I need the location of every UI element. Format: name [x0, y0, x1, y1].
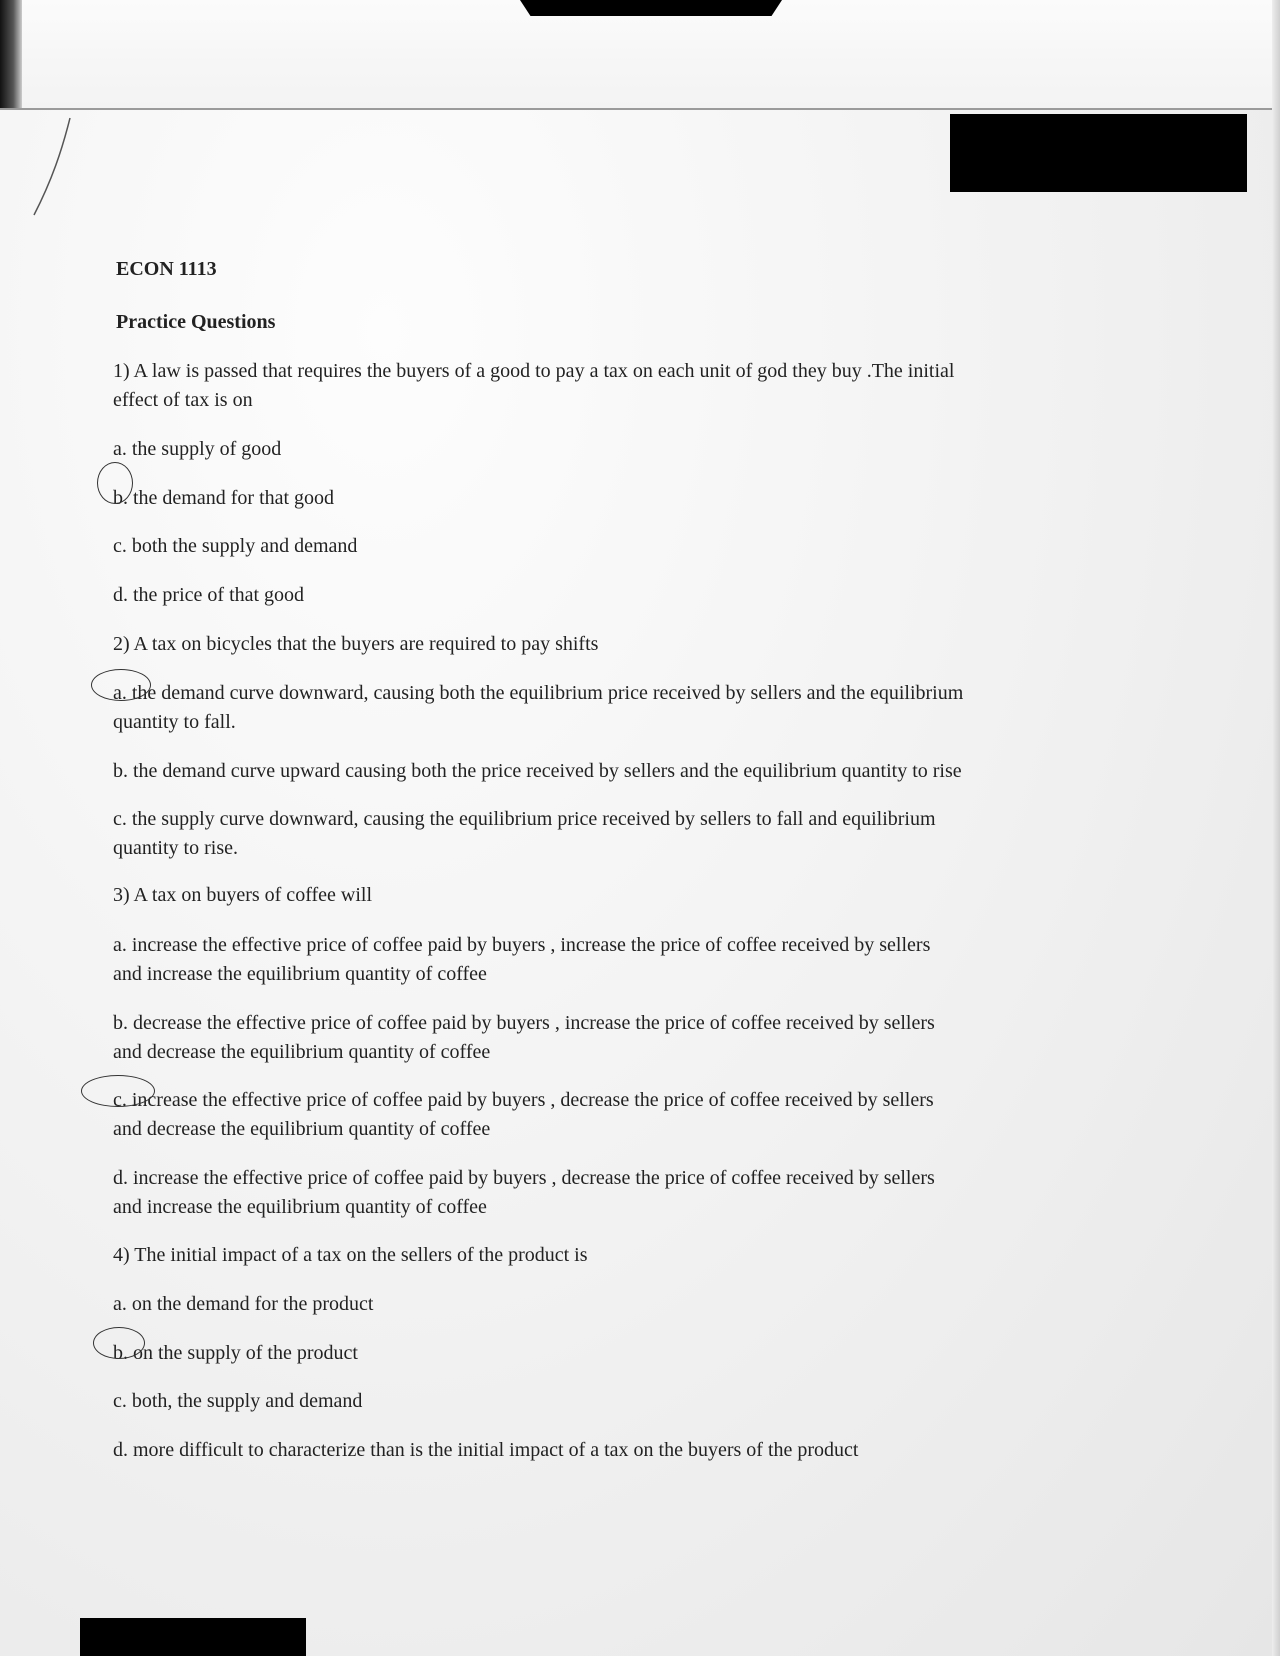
option-line: a. the demand curve downward, causing both the equilibrium price received by sellers and the equilibrium — [113, 682, 964, 704]
option-line: b. on the supply of the product — [113, 1342, 358, 1364]
option-line: and decrease the equilibrium quantity of coffee — [113, 1118, 491, 1140]
option-line: b. the demand curve upward causing both the price received by sellers and the equilibrium quantity to rise — [113, 760, 962, 782]
question-stem — [113, 357, 1173, 415]
question-stem — [113, 630, 1173, 659]
question-stem — [113, 881, 1173, 910]
answer-option-selected — [113, 484, 1173, 513]
pen-circle-mark — [97, 462, 133, 504]
option-line: b. decrease the effective price of coffee paid by buyers , increase the price of coffee received by sellers — [113, 1012, 935, 1034]
question-line: effect of tax is on — [113, 389, 253, 411]
answer-option — [113, 1009, 1173, 1067]
option-line: d. the price of that good — [113, 584, 305, 606]
option-line: a. increase the effective price of coffee paid by buyers , increase the price of coffee received by sellers — [113, 934, 931, 956]
answer-option — [113, 805, 1173, 863]
answer-option — [113, 1164, 1173, 1222]
option-line: d. more difficult to characterize than is the initial impact of a tax on the buyers of the product — [113, 1439, 859, 1461]
option-line: a. the supply of good — [113, 438, 282, 460]
answer-option-selected — [113, 679, 1173, 737]
redaction-box-top — [950, 114, 1247, 192]
answer-option — [113, 757, 1173, 786]
question-line: 2) A tax on bicycles that the buyers are required to pay shifts — [113, 633, 599, 655]
pen-stroke-mark — [22, 110, 82, 220]
option-line: c. both the supply and demand — [113, 535, 358, 557]
question-line: 1) A law is passed that requires the buyers of a good to pay a tax on each unit of god they buy .The initial — [113, 360, 955, 382]
answer-option — [113, 931, 1173, 989]
option-line: b. the demand for that good — [113, 487, 335, 509]
scan-left-edge — [0, 0, 22, 108]
option-line: d. increase the effective price of coffee paid by buyers , decrease the price of coffee received by sellers — [113, 1167, 935, 1189]
option-line: quantity to fall. — [113, 711, 236, 733]
option-line: and decrease the equilibrium quantity of coffee — [113, 1041, 491, 1063]
option-line: c. both, the supply and demand — [113, 1390, 363, 1412]
answer-option — [113, 1436, 1173, 1465]
document-title: Practice Questions — [116, 311, 276, 333]
redaction-box-bottom — [80, 1618, 306, 1656]
option-line: quantity to rise. — [113, 837, 238, 859]
scan-right-edge — [1272, 0, 1280, 1656]
scan-top-strip — [0, 0, 1280, 110]
answer-option — [113, 435, 1173, 464]
option-line: and increase the equilibrium quantity of coffee — [113, 963, 487, 985]
scan-top-tab — [520, 0, 782, 16]
option-line: and increase the equilibrium quantity of coffee — [113, 1196, 487, 1218]
answer-option — [113, 532, 1173, 561]
question-line: 4) The initial impact of a tax on the sellers of the product is — [113, 1244, 588, 1266]
option-line: a. on the demand for the product — [113, 1293, 374, 1315]
pen-circle-mark — [91, 669, 151, 701]
answer-option — [113, 581, 1173, 610]
answer-option-selected — [113, 1086, 1173, 1144]
answer-option — [113, 1387, 1173, 1416]
pen-circle-mark — [81, 1075, 155, 1107]
course-code: ECON 1113 — [116, 258, 217, 280]
question-line: 3) A tax on buyers of coffee will — [113, 884, 373, 906]
option-line: c. the supply curve downward, causing the equilibrium price received by sellers to fall and equilibrium — [113, 808, 936, 830]
question-stem — [113, 1241, 1173, 1270]
answer-option — [113, 1290, 1173, 1319]
answer-option-selected — [113, 1339, 1173, 1368]
pen-circle-mark — [93, 1327, 145, 1359]
option-line: c. increase the effective price of coffee paid by buyers , decrease the price of coffee received by sellers — [113, 1089, 934, 1111]
